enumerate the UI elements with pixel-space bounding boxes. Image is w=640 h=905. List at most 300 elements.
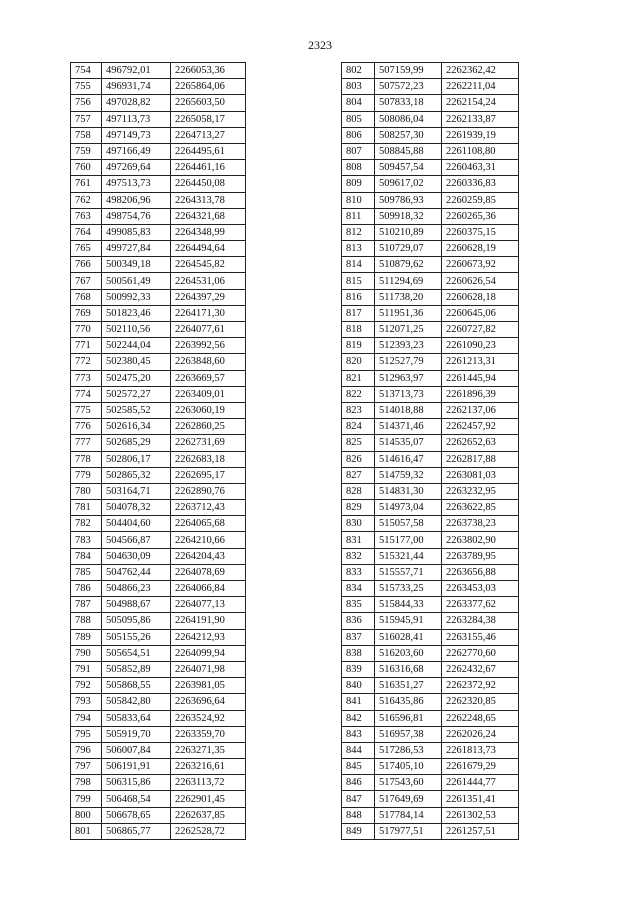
table-row: [71, 629, 246, 645]
point-number-cell: 828: [342, 483, 375, 499]
point-number-cell: 789: [71, 629, 102, 645]
table-row: [342, 63, 519, 79]
point-number-cell: 826: [342, 451, 375, 467]
point-number-cell: 806: [342, 127, 375, 143]
y-coordinate-cell: 2262528,72: [171, 823, 246, 839]
point-number-cell: 787: [71, 597, 102, 613]
x-coordinate-cell: 515321,44: [375, 548, 442, 564]
point-number-cell: 809: [342, 176, 375, 192]
y-coordinate-cell: 2262637,85: [171, 807, 246, 823]
point-number-cell: 764: [71, 224, 102, 240]
table-row: [342, 694, 519, 710]
table-row: [71, 500, 246, 516]
y-coordinate-cell: 2263656,88: [442, 564, 519, 580]
table-row: [71, 467, 246, 483]
table-row: [342, 95, 519, 111]
point-number-cell: 791: [71, 661, 102, 677]
y-coordinate-cell: 2261939,19: [442, 127, 519, 143]
point-number-cell: 840: [342, 678, 375, 694]
y-coordinate-cell: 2261445,94: [442, 370, 519, 386]
table-row: [71, 564, 246, 580]
point-number-cell: 825: [342, 435, 375, 451]
table-row: [71, 322, 246, 338]
x-coordinate-cell: 508086,04: [375, 111, 442, 127]
y-coordinate-cell: 2263802,90: [442, 532, 519, 548]
x-coordinate-cell: 502685,29: [102, 435, 171, 451]
table-row: [342, 807, 519, 823]
x-coordinate-cell: 497513,73: [102, 176, 171, 192]
point-number-cell: 848: [342, 807, 375, 823]
x-coordinate-cell: 497028,82: [102, 95, 171, 111]
x-coordinate-cell: 497166,49: [102, 143, 171, 159]
table-row: [71, 710, 246, 726]
point-number-cell: 839: [342, 661, 375, 677]
y-coordinate-cell: 2265058,17: [171, 111, 246, 127]
y-coordinate-cell: 2262817,88: [442, 451, 519, 467]
x-coordinate-cell: 502572,27: [102, 386, 171, 402]
x-coordinate-cell: 512071,25: [375, 322, 442, 338]
y-coordinate-cell: 2262731,69: [171, 435, 246, 451]
x-coordinate-cell: 509786,93: [375, 192, 442, 208]
x-coordinate-cell: 514616,47: [375, 451, 442, 467]
table-row: [71, 143, 246, 159]
x-coordinate-cell: 516351,27: [375, 678, 442, 694]
table-row: [71, 257, 246, 273]
point-number-cell: 849: [342, 823, 375, 839]
y-coordinate-cell: 2264212,93: [171, 629, 246, 645]
x-coordinate-cell: 506678,65: [102, 807, 171, 823]
table-row: [71, 63, 246, 79]
point-number-cell: 785: [71, 564, 102, 580]
table-row: [71, 759, 246, 775]
point-number-cell: 810: [342, 192, 375, 208]
y-coordinate-cell: 2262901,45: [171, 791, 246, 807]
x-coordinate-cell: 512527,79: [375, 354, 442, 370]
point-number-cell: 845: [342, 759, 375, 775]
y-coordinate-cell: 2262457,92: [442, 419, 519, 435]
table-row: [71, 419, 246, 435]
table-row: [71, 224, 246, 240]
table-row: [342, 305, 519, 321]
x-coordinate-cell: 510729,07: [375, 241, 442, 257]
coordinates-table-right: [341, 62, 519, 840]
table-row: [71, 273, 246, 289]
y-coordinate-cell: 2263081,03: [442, 467, 519, 483]
point-number-cell: 775: [71, 402, 102, 418]
table-row: [342, 791, 519, 807]
x-coordinate-cell: 514831,30: [375, 483, 442, 499]
y-coordinate-cell: 2260645,06: [442, 305, 519, 321]
table-row: [71, 192, 246, 208]
point-number-cell: 841: [342, 694, 375, 710]
table-row: [71, 127, 246, 143]
y-coordinate-cell: 2262133,87: [442, 111, 519, 127]
x-coordinate-cell: 517286,53: [375, 742, 442, 758]
y-coordinate-cell: 2263359,70: [171, 726, 246, 742]
x-coordinate-cell: 504762,44: [102, 564, 171, 580]
table-row: [71, 483, 246, 499]
y-coordinate-cell: 2263232,95: [442, 483, 519, 499]
table-row: [342, 564, 519, 580]
x-coordinate-cell: 516028,41: [375, 629, 442, 645]
point-number-cell: 762: [71, 192, 102, 208]
table-row: [342, 516, 519, 532]
x-coordinate-cell: 517543,60: [375, 775, 442, 791]
table-row: [71, 208, 246, 224]
y-coordinate-cell: 2264171,30: [171, 305, 246, 321]
table-row: [71, 435, 246, 451]
point-number-cell: 802: [342, 63, 375, 79]
table-row: [342, 775, 519, 791]
y-coordinate-cell: 2264065,68: [171, 516, 246, 532]
table-row: [71, 95, 246, 111]
table-row: [342, 581, 519, 597]
y-coordinate-cell: 2262372,92: [442, 678, 519, 694]
x-coordinate-cell: 504078,32: [102, 500, 171, 516]
point-number-cell: 842: [342, 710, 375, 726]
x-coordinate-cell: 516957,38: [375, 726, 442, 742]
x-coordinate-cell: 498754,76: [102, 208, 171, 224]
point-number-cell: 778: [71, 451, 102, 467]
y-coordinate-cell: 2260626,54: [442, 273, 519, 289]
y-coordinate-cell: 2263696,64: [171, 694, 246, 710]
table-row: [342, 467, 519, 483]
y-coordinate-cell: 2263216,61: [171, 759, 246, 775]
x-coordinate-cell: 508845,88: [375, 143, 442, 159]
table-row: [71, 354, 246, 370]
x-coordinate-cell: 514535,07: [375, 435, 442, 451]
x-coordinate-cell: 500561,49: [102, 273, 171, 289]
x-coordinate-cell: 505095,86: [102, 613, 171, 629]
table-row: [342, 289, 519, 305]
x-coordinate-cell: 505842,80: [102, 694, 171, 710]
point-number-cell: 774: [71, 386, 102, 402]
x-coordinate-cell: 507833,18: [375, 95, 442, 111]
point-number-cell: 817: [342, 305, 375, 321]
table-row: [342, 742, 519, 758]
y-coordinate-cell: 2260463,31: [442, 160, 519, 176]
y-coordinate-cell: 2264191,90: [171, 613, 246, 629]
y-coordinate-cell: 2262026,24: [442, 726, 519, 742]
y-coordinate-cell: 2264071,98: [171, 661, 246, 677]
x-coordinate-cell: 514973,04: [375, 500, 442, 516]
point-number-cell: 805: [342, 111, 375, 127]
y-coordinate-cell: 2266053,36: [171, 63, 246, 79]
x-coordinate-cell: 504566,87: [102, 532, 171, 548]
y-coordinate-cell: 2264397,29: [171, 289, 246, 305]
x-coordinate-cell: 506007,84: [102, 742, 171, 758]
x-coordinate-cell: 501823,46: [102, 305, 171, 321]
coordinates-table-left: [70, 62, 246, 840]
y-coordinate-cell: 2263155,46: [442, 629, 519, 645]
point-number-cell: 759: [71, 143, 102, 159]
table-row: [342, 160, 519, 176]
point-number-cell: 815: [342, 273, 375, 289]
y-coordinate-cell: 2264321,68: [171, 208, 246, 224]
point-number-cell: 818: [342, 322, 375, 338]
x-coordinate-cell: 507572,23: [375, 79, 442, 95]
point-number-cell: 784: [71, 548, 102, 564]
table-row: [71, 386, 246, 402]
y-coordinate-cell: 2261213,31: [442, 354, 519, 370]
y-coordinate-cell: 2263992,56: [171, 338, 246, 354]
table-row: [71, 694, 246, 710]
point-number-cell: 833: [342, 564, 375, 580]
y-coordinate-cell: 2261813,73: [442, 742, 519, 758]
x-coordinate-cell: 505919,70: [102, 726, 171, 742]
x-coordinate-cell: 504404,60: [102, 516, 171, 532]
point-number-cell: 830: [342, 516, 375, 532]
x-coordinate-cell: 514018,88: [375, 402, 442, 418]
x-coordinate-cell: 502806,17: [102, 451, 171, 467]
x-coordinate-cell: 497269,64: [102, 160, 171, 176]
table-row: [342, 759, 519, 775]
x-coordinate-cell: 505868,55: [102, 678, 171, 694]
table-row: [342, 354, 519, 370]
y-coordinate-cell: 2263848,60: [171, 354, 246, 370]
point-number-cell: 786: [71, 581, 102, 597]
point-number-cell: 820: [342, 354, 375, 370]
x-coordinate-cell: 509617,02: [375, 176, 442, 192]
y-coordinate-cell: 2262432,67: [442, 661, 519, 677]
table-row: [342, 451, 519, 467]
table-row: [342, 322, 519, 338]
x-coordinate-cell: 500992,33: [102, 289, 171, 305]
x-coordinate-cell: 512393,23: [375, 338, 442, 354]
y-coordinate-cell: 2262248,65: [442, 710, 519, 726]
table-row: [71, 613, 246, 629]
table-row: [71, 726, 246, 742]
x-coordinate-cell: 505833,64: [102, 710, 171, 726]
x-coordinate-cell: 514759,32: [375, 467, 442, 483]
y-coordinate-cell: 2262652,63: [442, 435, 519, 451]
point-number-cell: 807: [342, 143, 375, 159]
point-number-cell: 769: [71, 305, 102, 321]
point-number-cell: 780: [71, 483, 102, 499]
y-coordinate-cell: 2261257,51: [442, 823, 519, 839]
table-row: [71, 176, 246, 192]
y-coordinate-cell: 2264078,69: [171, 564, 246, 580]
table-row: [71, 661, 246, 677]
x-coordinate-cell: 504866,23: [102, 581, 171, 597]
point-number-cell: 834: [342, 581, 375, 597]
table-row: [71, 338, 246, 354]
table-row: [342, 532, 519, 548]
point-number-cell: 799: [71, 791, 102, 807]
x-coordinate-cell: 502585,52: [102, 402, 171, 418]
point-number-cell: 808: [342, 160, 375, 176]
point-number-cell: 843: [342, 726, 375, 742]
point-number-cell: 797: [71, 759, 102, 775]
y-coordinate-cell: 2261302,53: [442, 807, 519, 823]
x-coordinate-cell: 515844,33: [375, 597, 442, 613]
point-number-cell: 768: [71, 289, 102, 305]
y-coordinate-cell: 2263409,01: [171, 386, 246, 402]
y-coordinate-cell: 2261896,39: [442, 386, 519, 402]
x-coordinate-cell: 511294,69: [375, 273, 442, 289]
y-coordinate-cell: 2260673,92: [442, 257, 519, 273]
x-coordinate-cell: 516435,86: [375, 694, 442, 710]
point-number-cell: 822: [342, 386, 375, 402]
y-coordinate-cell: 2263738,23: [442, 516, 519, 532]
y-coordinate-cell: 2261444,77: [442, 775, 519, 791]
x-coordinate-cell: 502865,32: [102, 467, 171, 483]
point-number-cell: 804: [342, 95, 375, 111]
x-coordinate-cell: 513713,73: [375, 386, 442, 402]
table-row: [342, 127, 519, 143]
table-row: [71, 548, 246, 564]
table-row: [342, 386, 519, 402]
y-coordinate-cell: 2263453,03: [442, 581, 519, 597]
table-row: [342, 483, 519, 499]
x-coordinate-cell: 499727,84: [102, 241, 171, 257]
y-coordinate-cell: 2262211,04: [442, 79, 519, 95]
x-coordinate-cell: 506315,86: [102, 775, 171, 791]
y-coordinate-cell: 2264450,08: [171, 176, 246, 192]
x-coordinate-cell: 510210,89: [375, 224, 442, 240]
point-number-cell: 782: [71, 516, 102, 532]
x-coordinate-cell: 504988,67: [102, 597, 171, 613]
point-number-cell: 757: [71, 111, 102, 127]
y-coordinate-cell: 2264099,94: [171, 645, 246, 661]
table-row: [342, 208, 519, 224]
point-number-cell: 846: [342, 775, 375, 791]
point-number-cell: 771: [71, 338, 102, 354]
x-coordinate-cell: 506191,91: [102, 759, 171, 775]
y-coordinate-cell: 2264348,99: [171, 224, 246, 240]
x-coordinate-cell: 509918,32: [375, 208, 442, 224]
table-row: [71, 111, 246, 127]
table-row: [342, 241, 519, 257]
y-coordinate-cell: 2264077,13: [171, 597, 246, 613]
x-coordinate-cell: 509457,54: [375, 160, 442, 176]
y-coordinate-cell: 2264077,61: [171, 322, 246, 338]
y-coordinate-cell: 2263524,92: [171, 710, 246, 726]
table-row: [71, 532, 246, 548]
x-coordinate-cell: 504630,09: [102, 548, 171, 564]
point-number-cell: 773: [71, 370, 102, 386]
point-number-cell: 835: [342, 597, 375, 613]
point-number-cell: 829: [342, 500, 375, 516]
point-number-cell: 803: [342, 79, 375, 95]
point-number-cell: 776: [71, 419, 102, 435]
y-coordinate-cell: 2263981,05: [171, 678, 246, 694]
y-coordinate-cell: 2264204,43: [171, 548, 246, 564]
y-coordinate-cell: 2263712,43: [171, 500, 246, 516]
x-coordinate-cell: 517784,14: [375, 807, 442, 823]
table-row: [342, 419, 519, 435]
x-coordinate-cell: 507159,99: [375, 63, 442, 79]
x-coordinate-cell: 505155,26: [102, 629, 171, 645]
table-row: [342, 710, 519, 726]
y-coordinate-cell: 2263789,95: [442, 548, 519, 564]
point-number-cell: 816: [342, 289, 375, 305]
y-coordinate-cell: 2263284,38: [442, 613, 519, 629]
x-coordinate-cell: 517977,51: [375, 823, 442, 839]
x-coordinate-cell: 515945,91: [375, 613, 442, 629]
y-coordinate-cell: 2265603,50: [171, 95, 246, 111]
table-row: [342, 79, 519, 95]
x-coordinate-cell: 512963,97: [375, 370, 442, 386]
y-coordinate-cell: 2262890,76: [171, 483, 246, 499]
point-number-cell: 837: [342, 629, 375, 645]
y-coordinate-cell: 2264713,27: [171, 127, 246, 143]
y-coordinate-cell: 2264210,66: [171, 532, 246, 548]
x-coordinate-cell: 517649,69: [375, 791, 442, 807]
y-coordinate-cell: 2261679,29: [442, 759, 519, 775]
point-number-cell: 760: [71, 160, 102, 176]
table-row: [342, 597, 519, 613]
x-coordinate-cell: 508257,30: [375, 127, 442, 143]
table-row: [342, 257, 519, 273]
table-row: [71, 305, 246, 321]
table-row: [71, 807, 246, 823]
x-coordinate-cell: 506468,54: [102, 791, 171, 807]
x-coordinate-cell: 510879,62: [375, 257, 442, 273]
x-coordinate-cell: 496792,01: [102, 63, 171, 79]
x-coordinate-cell: 505852,89: [102, 661, 171, 677]
table-row: [342, 548, 519, 564]
x-coordinate-cell: 500349,18: [102, 257, 171, 273]
y-coordinate-cell: 2263113,72: [171, 775, 246, 791]
point-number-cell: 832: [342, 548, 375, 564]
table-row: [71, 79, 246, 95]
x-coordinate-cell: 515057,58: [375, 516, 442, 532]
point-number-cell: 836: [342, 613, 375, 629]
point-number-cell: 772: [71, 354, 102, 370]
point-number-cell: 781: [71, 500, 102, 516]
x-coordinate-cell: 503164,71: [102, 483, 171, 499]
y-coordinate-cell: 2260727,82: [442, 322, 519, 338]
table-row: [71, 645, 246, 661]
table-row: [342, 192, 519, 208]
y-coordinate-cell: 2264531,06: [171, 273, 246, 289]
point-number-cell: 831: [342, 532, 375, 548]
y-coordinate-cell: 2262860,25: [171, 419, 246, 435]
y-coordinate-cell: 2264066,84: [171, 581, 246, 597]
y-coordinate-cell: 2262770,60: [442, 645, 519, 661]
y-coordinate-cell: 2264495,61: [171, 143, 246, 159]
x-coordinate-cell: 511951,36: [375, 305, 442, 321]
x-coordinate-cell: 514371,46: [375, 419, 442, 435]
point-number-cell: 796: [71, 742, 102, 758]
point-number-cell: 790: [71, 645, 102, 661]
x-coordinate-cell: 515733,25: [375, 581, 442, 597]
table-row: [342, 726, 519, 742]
point-number-cell: 798: [71, 775, 102, 791]
table-row: [342, 176, 519, 192]
point-number-cell: 847: [342, 791, 375, 807]
x-coordinate-cell: 505654,51: [102, 645, 171, 661]
y-coordinate-cell: 2260336,83: [442, 176, 519, 192]
table-row: [342, 338, 519, 354]
point-number-cell: 800: [71, 807, 102, 823]
table-row: [71, 241, 246, 257]
table-row: [342, 645, 519, 661]
y-coordinate-cell: 2262137,06: [442, 402, 519, 418]
point-number-cell: 827: [342, 467, 375, 483]
y-coordinate-cell: 2263377,62: [442, 597, 519, 613]
table-row: [71, 402, 246, 418]
y-coordinate-cell: 2260375,15: [442, 224, 519, 240]
x-coordinate-cell: 516203,60: [375, 645, 442, 661]
point-number-cell: 838: [342, 645, 375, 661]
x-coordinate-cell: 515557,71: [375, 564, 442, 580]
x-coordinate-cell: 517405,10: [375, 759, 442, 775]
table-row: [342, 629, 519, 645]
table-row: [71, 823, 246, 839]
table-row: [71, 791, 246, 807]
